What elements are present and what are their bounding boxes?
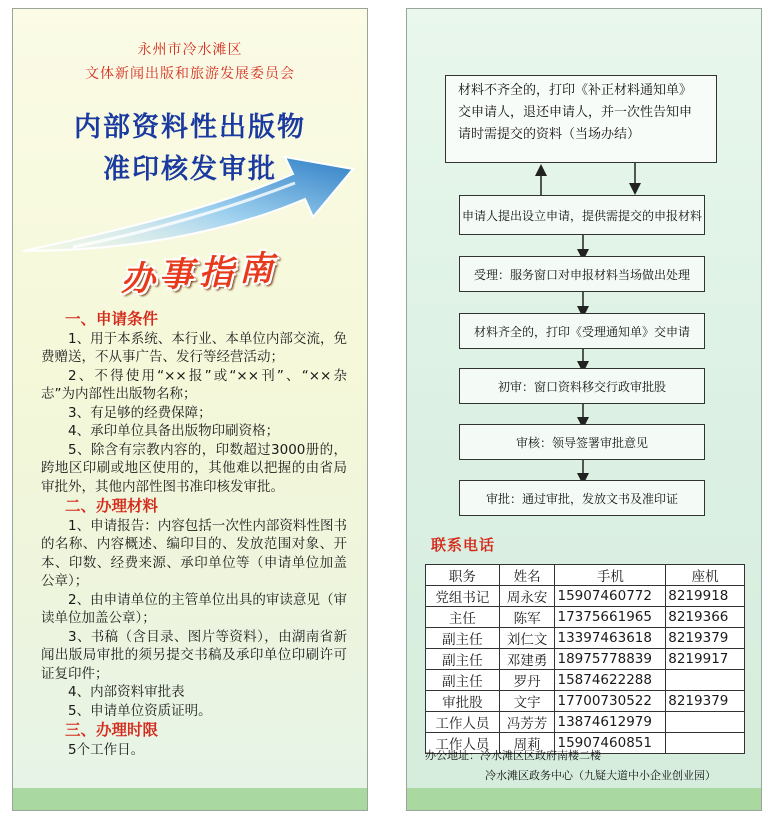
cell-mobile: 15907460851 — [555, 733, 666, 754]
flow-step-text: 审核：领导签署审批意见 — [515, 435, 648, 450]
condition-item: 4、承印单位具备出版物印刷资格； — [68, 423, 280, 439]
cell-landline: 8219379 — [666, 691, 745, 712]
condition-item: 3、有足够的经费保障； — [68, 404, 212, 421]
table-header-row — [426, 565, 745, 586]
cell-mobile: 17375661965 — [555, 607, 666, 628]
table-row — [426, 670, 745, 691]
col-header-title: 职务 — [426, 565, 500, 586]
page-title-line1: 内部资料性出版物 — [74, 112, 306, 143]
material-item: 1、申请报告：内容包括一次性内部资料性图书的名称、内容概述、编印目的、发放范围对象、开本、印数、经费来源、承印单位等（申请单位加盖公章）； — [41, 517, 347, 589]
footer-band — [13, 788, 367, 810]
table-row — [426, 628, 745, 649]
cell-name: 陈军 — [499, 607, 555, 628]
cell-landline: 8219917 — [666, 649, 745, 670]
section-heading-materials: 二、办理材料 — [65, 497, 159, 515]
flow-step-accept — [459, 256, 705, 292]
cell-name: 冯芳芳 — [499, 712, 555, 733]
cell-title: 副主任 — [426, 670, 500, 691]
flow-step-preliminary-review — [459, 368, 705, 404]
cell-landline: 8219379 — [666, 628, 745, 649]
banner-char-1: 办 — [121, 259, 155, 299]
left-panel — [12, 8, 368, 811]
cell-mobile: 15874622288 — [555, 670, 666, 691]
flow-step-text: 初审：窗口资料移交行政审批股 — [497, 379, 666, 394]
cell-title: 工作人员 — [426, 712, 500, 733]
cell-title: 审批股 — [426, 691, 500, 712]
office-address-line2: 冷水滩区政务中心（九疑大道中小企业创业园） — [485, 769, 716, 782]
contact-table — [425, 564, 745, 754]
application-guide-text — [41, 309, 347, 759]
cell-title: 党组书记 — [426, 586, 500, 607]
flow-reject-text: 材料不齐全的，打印《补正材料通知单》交申请人，退还申请人，并一次性告知申请时需提交的资料（当场办结） — [458, 83, 693, 142]
org-name-line1: 永州市冷水滩区 — [137, 42, 243, 58]
cell-name: 周永安 — [499, 586, 555, 607]
time-limit-text: 5个工作日。 — [68, 741, 145, 758]
flow-step-text: 审批：通过审批，发放文书及准印证 — [485, 491, 678, 506]
cell-name: 罗丹 — [499, 670, 555, 691]
col-header-landline: 座机 — [666, 565, 745, 586]
table-row — [426, 712, 745, 733]
right-panel — [406, 8, 762, 811]
col-header-name: 姓名 — [499, 565, 555, 586]
material-item: 4、内部资料审批表 — [68, 684, 185, 700]
cell-mobile: 18975778839 — [555, 649, 666, 670]
section-heading-time-limit: 三、办理时限 — [65, 721, 159, 739]
cell-title: 副主任 — [426, 649, 500, 670]
cell-landline: 8219918 — [666, 586, 745, 607]
table-row — [426, 586, 745, 607]
cell-title: 副主任 — [426, 628, 500, 649]
table-row — [426, 607, 745, 628]
cell-mobile: 13397463618 — [555, 628, 666, 649]
cell-mobile: 13874612979 — [555, 712, 666, 733]
office-address-line1: 办公地址：冷水滩区区政府南楼二楼 — [425, 749, 601, 762]
footer-band — [407, 788, 761, 810]
material-item: 5、申请单位资质证明。 — [68, 702, 212, 719]
cell-name: 文宇 — [499, 691, 555, 712]
condition-item: 1、用于本系统、本行业、本单位内部交流，免费赠送，不从事广告、发行等经营活动； — [41, 330, 347, 365]
cell-mobile: 15907460772 — [555, 586, 666, 607]
banner-char-2: 事 — [159, 255, 193, 295]
cell-landline — [666, 733, 745, 754]
flow-step-apply — [459, 195, 705, 235]
condition-item: 2、不得使用“××报”或“××刊”、“××杂志”为内部性出版物名称； — [41, 367, 347, 402]
flow-step-text: 受理：服务窗口对申报材料当场做出处理 — [473, 267, 690, 282]
flow-step-review — [459, 424, 705, 460]
flow-step-text: 申请人提出设立申请，提供需提交的申报材料 — [461, 208, 702, 223]
org-name-line2: 文体新闻出版和旅游发展委员会 — [85, 66, 295, 82]
cell-title: 主任 — [426, 607, 500, 628]
page-title-line2: 准印核发审批 — [103, 154, 277, 185]
cell-mobile: 17700730522 — [555, 691, 666, 712]
condition-item: 5、除含有宗教内容的，印数超过3000册的，跨地区印刷或地区使用的，其他难以把握的由省局审批外，其他内部性图书准印核发审批。 — [41, 441, 347, 495]
flow-step-approval — [459, 480, 705, 516]
col-header-mobile: 手机 — [555, 565, 666, 586]
table-row — [426, 649, 745, 670]
cell-name: 周莉 — [499, 733, 555, 754]
material-item: 3、书稿（含目录、图片等资料），由湖南省新闻出版局审批的须另提交书稿及承印单位印刷许可证复印件； — [41, 628, 347, 682]
cell-name: 刘仁文 — [499, 628, 555, 649]
swoosh-arrow-graphic — [13, 139, 368, 259]
cell-title: 工作人员 — [426, 733, 500, 754]
material-item: 2、由申请单位的主管单位出具的审读意见（审读单位加盖公章）； — [41, 591, 347, 626]
section-heading-conditions: 一、申请条件 — [65, 310, 159, 328]
cell-landline: 8219366 — [666, 607, 745, 628]
banner-char-4: 南 — [239, 249, 273, 289]
table-row — [426, 691, 745, 712]
cell-name: 邓建勇 — [499, 649, 555, 670]
contact-title: 联系电话 — [431, 536, 496, 554]
banner-char-3: 指 — [199, 253, 233, 293]
guide-banner — [121, 245, 281, 299]
cell-landline — [666, 712, 745, 733]
flow-step-text: 材料齐全的，打印《受理通知单》交申请 — [473, 324, 690, 339]
flow-step-receipt — [459, 313, 705, 349]
cell-landline — [666, 670, 745, 691]
